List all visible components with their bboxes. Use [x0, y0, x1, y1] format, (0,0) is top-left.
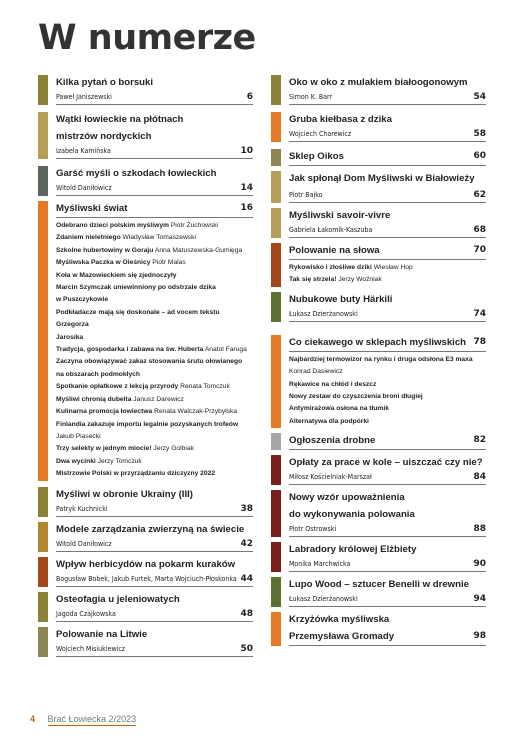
- author-name: Wojciech Charewicz: [289, 130, 352, 138]
- subitem[interactable]: [56, 406, 253, 418]
- entry-title: [56, 200, 253, 217]
- color-bar: [271, 335, 281, 428]
- right-column: [271, 74, 486, 650]
- subitem-title: Koła w Mazowieckiem się zjednoczyły: [56, 271, 177, 279]
- subitems: [56, 218, 253, 481]
- subitem[interactable]: [289, 274, 486, 286]
- entry-title-line: Nubukowe buty Härkili: [289, 293, 393, 305]
- entry-title: [56, 486, 253, 503]
- color-bar: [38, 557, 48, 587]
- page-number: 60: [473, 151, 486, 161]
- author-name: Jagoda Czajkowska: [56, 609, 116, 618]
- color-bar: [271, 292, 281, 322]
- author-name: Simon K. Barr: [289, 93, 333, 101]
- color-bar: [38, 522, 48, 552]
- entry-title-line: Wątki łowieckie na płótnach: [56, 114, 184, 125]
- subitem-title: Trzy selekty w jednym miocie!: [56, 445, 152, 453]
- toc-entry[interactable]: [38, 626, 253, 657]
- subitem[interactable]: [56, 282, 253, 294]
- entry-title-line: Oko w oko z mulakiem białoogonowym: [289, 77, 468, 88]
- toc-entry[interactable]: [271, 111, 486, 142]
- subitem-title: Szkolne hubertowiny w Goraju: [56, 246, 154, 254]
- author-name: Piotr Bajko: [289, 191, 323, 199]
- color-bar: [271, 433, 281, 450]
- subitem-author: Jerzy Tomczuk: [97, 457, 142, 465]
- subitem[interactable]: [289, 416, 486, 428]
- entry-title: [289, 432, 486, 449]
- entry-title-line: Modele zarządzania zwierzyną na świecie: [56, 523, 245, 535]
- page-number: 44: [240, 573, 253, 584]
- subitem-title: w Puszczykowie: [56, 296, 109, 304]
- entry-title-line: Wpływ herbicydów na pokarm kuraków: [56, 558, 236, 570]
- toc-entry[interactable]: [271, 489, 486, 537]
- author-row: [289, 224, 486, 238]
- author-name: Piotr Ostrowski: [289, 525, 337, 534]
- page-number: 48: [240, 608, 253, 619]
- color-bar: [271, 577, 281, 607]
- subitem[interactable]: [289, 391, 486, 403]
- entry-title-line: Osteofagia u jeleniowatych: [56, 593, 180, 605]
- page-number: 70: [473, 245, 486, 255]
- subitem-title: Odebrano dzieci polskim myśliwym: [56, 222, 169, 229]
- entry-title-line: Krzyżówka myśliwska: [289, 614, 390, 626]
- title-row: [289, 611, 486, 646]
- author-row: [56, 503, 253, 517]
- toc-entry[interactable]: [38, 556, 253, 587]
- color-bar: [271, 542, 281, 572]
- subitem-title: Myśliwska Paczka w Oleśnicy: [56, 259, 151, 267]
- subitem[interactable]: [56, 245, 253, 257]
- toc-entry[interactable]: [38, 111, 253, 159]
- page-number: 58: [473, 129, 486, 139]
- author-row: [289, 189, 486, 203]
- title-row: [289, 148, 486, 166]
- entry-title-line: Co ciekawego w sklepach myśliwskich: [289, 336, 467, 348]
- subitem-author: Piotr Żuchowski: [170, 222, 219, 229]
- subitem[interactable]: [289, 262, 486, 274]
- subitem[interactable]: [56, 307, 253, 332]
- page-number: 84: [473, 472, 486, 483]
- author-name: Monika Marchwicka: [289, 560, 351, 569]
- author-name: Witold Daniłowicz: [56, 539, 112, 548]
- subitem[interactable]: [289, 403, 486, 415]
- subitem-author: Jerzy Golbiak: [153, 445, 194, 453]
- subitem-title: Nowy zestaw do czyszczenia broni długiej: [289, 393, 423, 401]
- author-name: Łukasz Dzierżanowski: [289, 309, 358, 318]
- color-bar: [271, 455, 281, 485]
- author-row: [289, 558, 486, 572]
- entry-title: [56, 626, 253, 643]
- entry-title-line: Lupo Wood – sztucer Benelli w drewnie: [289, 579, 469, 591]
- subitem-title: Rykowisko i złośliwe dziki: [289, 264, 372, 271]
- author-row: [289, 523, 486, 537]
- toc-entry[interactable]: [271, 576, 486, 607]
- color-bar: [271, 612, 281, 646]
- toc-entry[interactable]: [271, 242, 486, 287]
- entry-title-line: Nowy wzór upoważnienia: [289, 492, 405, 504]
- entry-title: [289, 242, 486, 259]
- author-name: Miłosz Kościelniak-Marszał: [289, 473, 372, 482]
- author-row: [289, 128, 486, 142]
- entry-title-line: Kilka pytań o borsuki: [56, 77, 154, 88]
- entry-title-line: mistrzów nordyckich: [56, 131, 152, 142]
- author-name: Witold Daniłowicz: [56, 184, 112, 192]
- entry-title: [56, 521, 253, 538]
- entry-title: [289, 489, 486, 523]
- subitem[interactable]: [289, 354, 486, 366]
- footer-page-number: 4: [30, 714, 36, 724]
- subitem-title: Najbardziej termowizor na rynku i druga odsłona E3 maxa: [289, 355, 473, 363]
- page-number: 98: [473, 631, 486, 642]
- author-row: [56, 182, 253, 196]
- entry-title: [289, 454, 486, 471]
- page-number: 6: [246, 92, 253, 102]
- subitem[interactable]: [289, 366, 486, 378]
- entry-title-line: Garść myśli o szkodach łowieckich: [56, 168, 217, 179]
- subitem-title: Tradycja, gospodarka i zabawa na św. Huberta: [56, 346, 204, 354]
- subitem[interactable]: [56, 220, 253, 232]
- page-number: 90: [473, 559, 486, 570]
- subitem[interactable]: [56, 468, 253, 480]
- subitems: [289, 352, 486, 428]
- subitem-title: Finlandia zakazuje importu legalnie pozyskanych trofeów: [56, 420, 239, 428]
- author-name: Wojciech Misiukiewicz: [56, 644, 126, 653]
- toc-entry[interactable]: [271, 291, 486, 322]
- title-row: [289, 432, 486, 450]
- toc-entry[interactable]: [38, 521, 253, 552]
- entry-title-line: Myśliwski świat: [56, 203, 128, 214]
- subitem-author: Wiesław Hop: [373, 264, 413, 271]
- title-row: [289, 242, 486, 260]
- color-bar: [38, 201, 48, 481]
- entry-title-line: Ogłoszenia drobne: [289, 435, 376, 447]
- subitem-author: Jakub Piasecki: [56, 432, 101, 440]
- page-number: 82: [473, 435, 486, 446]
- footer-magazine-issue: Brać Łowiecka 2/2023: [47, 714, 137, 724]
- entry-title: [289, 576, 486, 593]
- toc-entry[interactable]: [271, 207, 486, 238]
- subitem[interactable]: [56, 381, 253, 393]
- subitem[interactable]: [56, 270, 253, 282]
- subitem[interactable]: [56, 369, 253, 381]
- author-row: [56, 538, 253, 552]
- color-bar: [271, 171, 281, 203]
- subitem[interactable]: [56, 394, 253, 406]
- subitem-title: Myśliwi chronią dubelta: [56, 395, 132, 403]
- subitem[interactable]: [56, 232, 253, 244]
- toc-entry[interactable]: [271, 454, 486, 485]
- subitem-title: Antymirażowa osłona na tłumik: [289, 405, 389, 413]
- color-bar: [271, 243, 281, 287]
- toc-entry[interactable]: [271, 432, 486, 450]
- entry-title-line: Sklep Oikos: [289, 151, 344, 162]
- subitem[interactable]: [56, 344, 253, 356]
- author-name: Gabriela Łakomik-Kaszuba: [289, 226, 373, 234]
- entry-title: [56, 111, 253, 145]
- page-title: W numerze: [38, 18, 256, 58]
- subitem-title: Marcin Szymczak uniewinniony po odstrzale dzika: [56, 284, 216, 292]
- entry-title: [289, 170, 486, 187]
- author-name: Izabela Kamińska: [56, 147, 111, 155]
- color-bar: [271, 490, 281, 537]
- title-row: [289, 334, 486, 352]
- subitem-title: Mistrzowie Polski w przyrządzaniu dziczyzny 2022: [56, 470, 216, 478]
- page-number: 62: [473, 190, 486, 200]
- color-bar: [271, 112, 281, 142]
- subitem[interactable]: [56, 419, 253, 431]
- entry-title: [289, 334, 486, 351]
- subitem-author: Anatol Faruga: [204, 346, 247, 354]
- color-bar: [38, 592, 48, 622]
- subitem[interactable]: [56, 431, 253, 443]
- entry-title: [289, 207, 486, 224]
- toc-entry[interactable]: [271, 611, 486, 646]
- author-name: Paweł Janiszewski: [56, 93, 112, 101]
- toc-entry[interactable]: [271, 170, 486, 203]
- subitem[interactable]: [56, 332, 253, 344]
- page-number: 42: [240, 538, 253, 549]
- subitem-title: na obszarach podmokłych: [56, 370, 140, 378]
- entry-title: [56, 591, 253, 608]
- entry-title-line: Jak spłonął Dom Myśliwski w Białowieży: [289, 173, 475, 184]
- entry-title-line: Myśliwski savoir-vivre: [289, 210, 391, 221]
- color-bar: [271, 75, 281, 105]
- subitem-title: Zdaniem nieletniego: [56, 234, 121, 242]
- toc-entry[interactable]: [38, 200, 253, 481]
- subitem-author: Anna Matuszewska-Gumięga: [154, 246, 243, 254]
- subitem-author: Jerzy Woźniak: [338, 276, 382, 284]
- subitems: [289, 260, 486, 287]
- toc-entry[interactable]: [271, 148, 486, 166]
- toc-entry[interactable]: [271, 74, 486, 105]
- subitem[interactable]: [56, 443, 253, 455]
- author-row: [289, 593, 486, 607]
- left-column: [38, 74, 253, 661]
- subitem[interactable]: [56, 356, 253, 368]
- toc-entry[interactable]: [38, 591, 253, 622]
- page-number: 54: [473, 92, 486, 102]
- subitem-author: Konrad Dasiewicz: [289, 368, 343, 376]
- subitem[interactable]: [289, 379, 486, 391]
- page-number: 74: [473, 308, 486, 319]
- toc-entry[interactable]: [38, 165, 253, 196]
- toc-entry[interactable]: [271, 541, 486, 572]
- entry-title: [56, 556, 253, 573]
- author-row: [56, 573, 253, 587]
- page-number: 16: [240, 203, 253, 213]
- subitem-title: Podkładacze mają się doskonale – ad vocem tekstu Grzegorza: [56, 308, 220, 329]
- subitem-author: Władysław Tomaszewski: [122, 234, 196, 242]
- page-number: 78: [473, 336, 486, 347]
- toc-entry[interactable]: [38, 74, 253, 105]
- subitem-title: Dwa wycinki: [56, 457, 96, 465]
- color-bar: [271, 208, 281, 238]
- author-name: Łukasz Dzierżanowski: [289, 595, 358, 604]
- color-bar: [38, 112, 48, 159]
- entry-title: [289, 111, 486, 128]
- entry-title: [289, 291, 486, 308]
- toc-entry[interactable]: [38, 486, 253, 517]
- toc-entry[interactable]: [271, 334, 486, 428]
- subitem-author: Renata Walczak-Przybyłska: [154, 408, 238, 416]
- page-number: 88: [473, 524, 486, 535]
- author-name: Bogusław Bobek, Jakub Furtek, Marta Wojciuch-Płoskonka: [56, 574, 237, 583]
- entry-title: [289, 611, 486, 645]
- author-row: [56, 608, 253, 622]
- entry-title-line: do wykonywania polowania: [289, 509, 415, 521]
- entry-title-line: Przemysława Gromady: [289, 631, 395, 643]
- page-number: 14: [240, 183, 253, 193]
- color-bar: [38, 166, 48, 196]
- author-name: Patryk Kuchnicki: [56, 504, 108, 513]
- page-footer: [30, 714, 136, 724]
- entry-title-line: Gruba kiełbasa z dzika: [289, 114, 392, 125]
- entry-title-line: Myśliwi w obronie Ukrainy (III): [56, 488, 194, 500]
- entry-title: [289, 541, 486, 558]
- entry-title-line: Polowanie na Litwie: [56, 628, 148, 640]
- entry-title-line: Labradory królowej Elżbiety: [289, 544, 417, 556]
- subitem-title: Tak się strzela!: [289, 276, 337, 284]
- page-number: 50: [240, 643, 253, 654]
- author-row: [289, 471, 486, 485]
- subitem-title: Rękawice na chłód i deszcz: [289, 380, 377, 388]
- color-bar: [38, 75, 48, 105]
- subitem-title: Spotkanie opłatkowe z lekcją przyrody: [56, 383, 179, 391]
- entry-title: [289, 74, 486, 91]
- entry-title: [56, 74, 253, 91]
- author-row: [289, 91, 486, 105]
- author-row: [56, 643, 253, 657]
- subitem[interactable]: [56, 294, 253, 306]
- color-bar: [38, 487, 48, 517]
- subitem-author: Piotr Malas: [152, 259, 186, 267]
- subitem-title: Zaczyna obowiązywać zakaz stosowania śrutu ołowianego: [56, 358, 243, 366]
- author-row: [56, 91, 253, 105]
- subitem[interactable]: [56, 456, 253, 468]
- subitem[interactable]: [56, 257, 253, 269]
- color-bar: [271, 149, 281, 166]
- author-row: [56, 145, 253, 159]
- subitem-title: Kulinarna promocja łowiectwa: [56, 408, 153, 416]
- page-number: 94: [473, 594, 486, 605]
- subitem-title: Alternatywa dla podpórki: [289, 417, 369, 425]
- author-row: [289, 308, 486, 322]
- entry-title: [289, 148, 486, 165]
- page-number: 68: [473, 225, 486, 235]
- entry-title-line: Opłaty za prace w kole – uiszczać czy nie?: [289, 457, 483, 469]
- entry-title: [56, 165, 253, 182]
- subitem-title: Jarosika: [56, 333, 84, 341]
- title-row: [56, 200, 253, 218]
- subitem-author: Renata Tomczuk: [180, 383, 230, 391]
- subitem-author: Janusz Darewicz: [133, 395, 184, 403]
- entry-title-line: Polowanie na słowa: [289, 245, 380, 256]
- page-number: 10: [240, 146, 253, 156]
- page-number: 38: [240, 503, 253, 514]
- color-bar: [38, 627, 48, 657]
